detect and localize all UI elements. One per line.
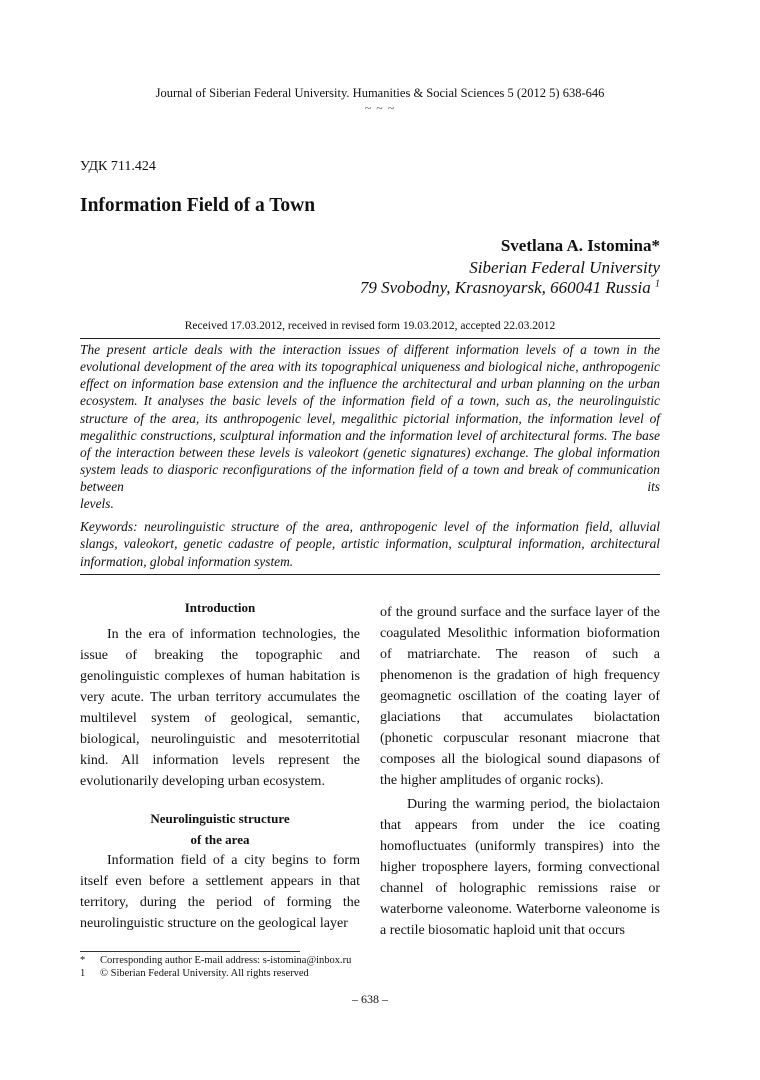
footnote-1-text: Corresponding author E-mail address: s-istomina@inbox.ru <box>100 955 352 966</box>
footnote-rule <box>80 951 300 952</box>
right-paragraph-1: of the ground surface and the surface layer of the coagulated Mesolithic information bioformation of matriarchate. The reason of such a phenomenon is the gradation of high frequency geomagnetic oscillation of the coating layer of glaciations that accumulates biolactation (phonetic corpuscular resonant miacrone that composes all the biological sound diapasons of the higher amplitudes of organic rocks). <box>380 605 660 788</box>
section-paragraph: Information field of a city begins to form itself even before a settlement appears in that territory, during the period of forming the neurolinguistic structure on the geological layer <box>80 853 360 931</box>
right-paragraph-2: During the warming period, the biolactaion that appears from under the ice coating homofluctuates (uniformly transpires) into the higher troposphere layers, forming convectional channel of holographic remissions raise or waterborne valeonome. Waterborne valeonome is a rectile biosomatic haploid unit that occurs <box>380 797 660 938</box>
address-footnote-mark: 1 <box>655 278 660 290</box>
abstract-body: The present article deals with the interaction issues of different information levels of a town in the evolutional development of the area with its topographical uniqueness and biological niche, anthropogenic effect on information base extension and the influence the architectural and urban planning on the urban ecosystem. It analyses the basic levels of the information field of a town, such as, the neurolinguistic structure of the area, its anthropogenic level, megalithic pictorial information, the information level of megalithic constructions, sculptural information and the information level of architectural forms. The base of the interaction between these levels is valeokort (genetic signatures) exchange. The global information system leads to diasporic reconfigurations of the information field of a town and break of communication between its <box>80 342 660 495</box>
author-name: Svetlana A. Istomina* <box>500 236 660 255</box>
abstract <box>80 341 660 513</box>
received-dates: Received 17.03.2012, received in revised form 19.03.2012, accepted 22.03.2012 <box>184 320 556 332</box>
author-address <box>360 278 660 298</box>
page-number: – 638 – <box>352 992 388 1006</box>
header-ornament: ~ ~ ~ <box>364 101 396 115</box>
footnote-1-mark: * <box>80 955 86 966</box>
footnote-2 <box>80 967 309 980</box>
address-text: 79 Svobodny, Krasnoyarsk, 660041 Russia <box>359 278 651 297</box>
abstract-last-line: levels. <box>80 496 114 512</box>
bottom-rule <box>80 574 660 575</box>
footnote-2-mark: 1 <box>80 968 86 979</box>
section-heading-line1: Neurolinguistic structure <box>150 811 290 826</box>
udc-code: УДК 711.424 <box>80 159 156 174</box>
keywords: Keywords: neurolinguistic structure of the area, anthropogenic level of the information field, alluvial slangs, valeokort, genetic cadastre of people, artistic information, sculptural information, architectural information, global information system. <box>80 519 660 569</box>
top-rule <box>80 338 660 339</box>
left-column <box>80 597 360 934</box>
journal-header: Journal of Siberian Federal University. Humanities & Social Sciences 5 (2012 5) 638-646 <box>155 86 605 100</box>
intro-paragraph: In the era of information technologies, the issue of breaking the topographic and genolinguistic complexes of human habitation is very acute. The urban territory accumulates the multilevel system of geological, semantic, biological, neurolinguistic and mesoterritotial kind. All information levels represent the evolutionarily developing urban ecosystem. <box>80 627 360 789</box>
right-column <box>380 602 660 941</box>
footnote-1 <box>80 954 351 967</box>
intro-heading: Introduction <box>184 600 256 615</box>
section-heading-line2: of the area <box>190 832 250 847</box>
author-affiliation: Siberian Federal University <box>469 258 660 277</box>
article-title: Information Field of a Town <box>80 195 316 216</box>
footnote-2-text: © Siberian Federal University. All rights reserved <box>100 968 309 979</box>
